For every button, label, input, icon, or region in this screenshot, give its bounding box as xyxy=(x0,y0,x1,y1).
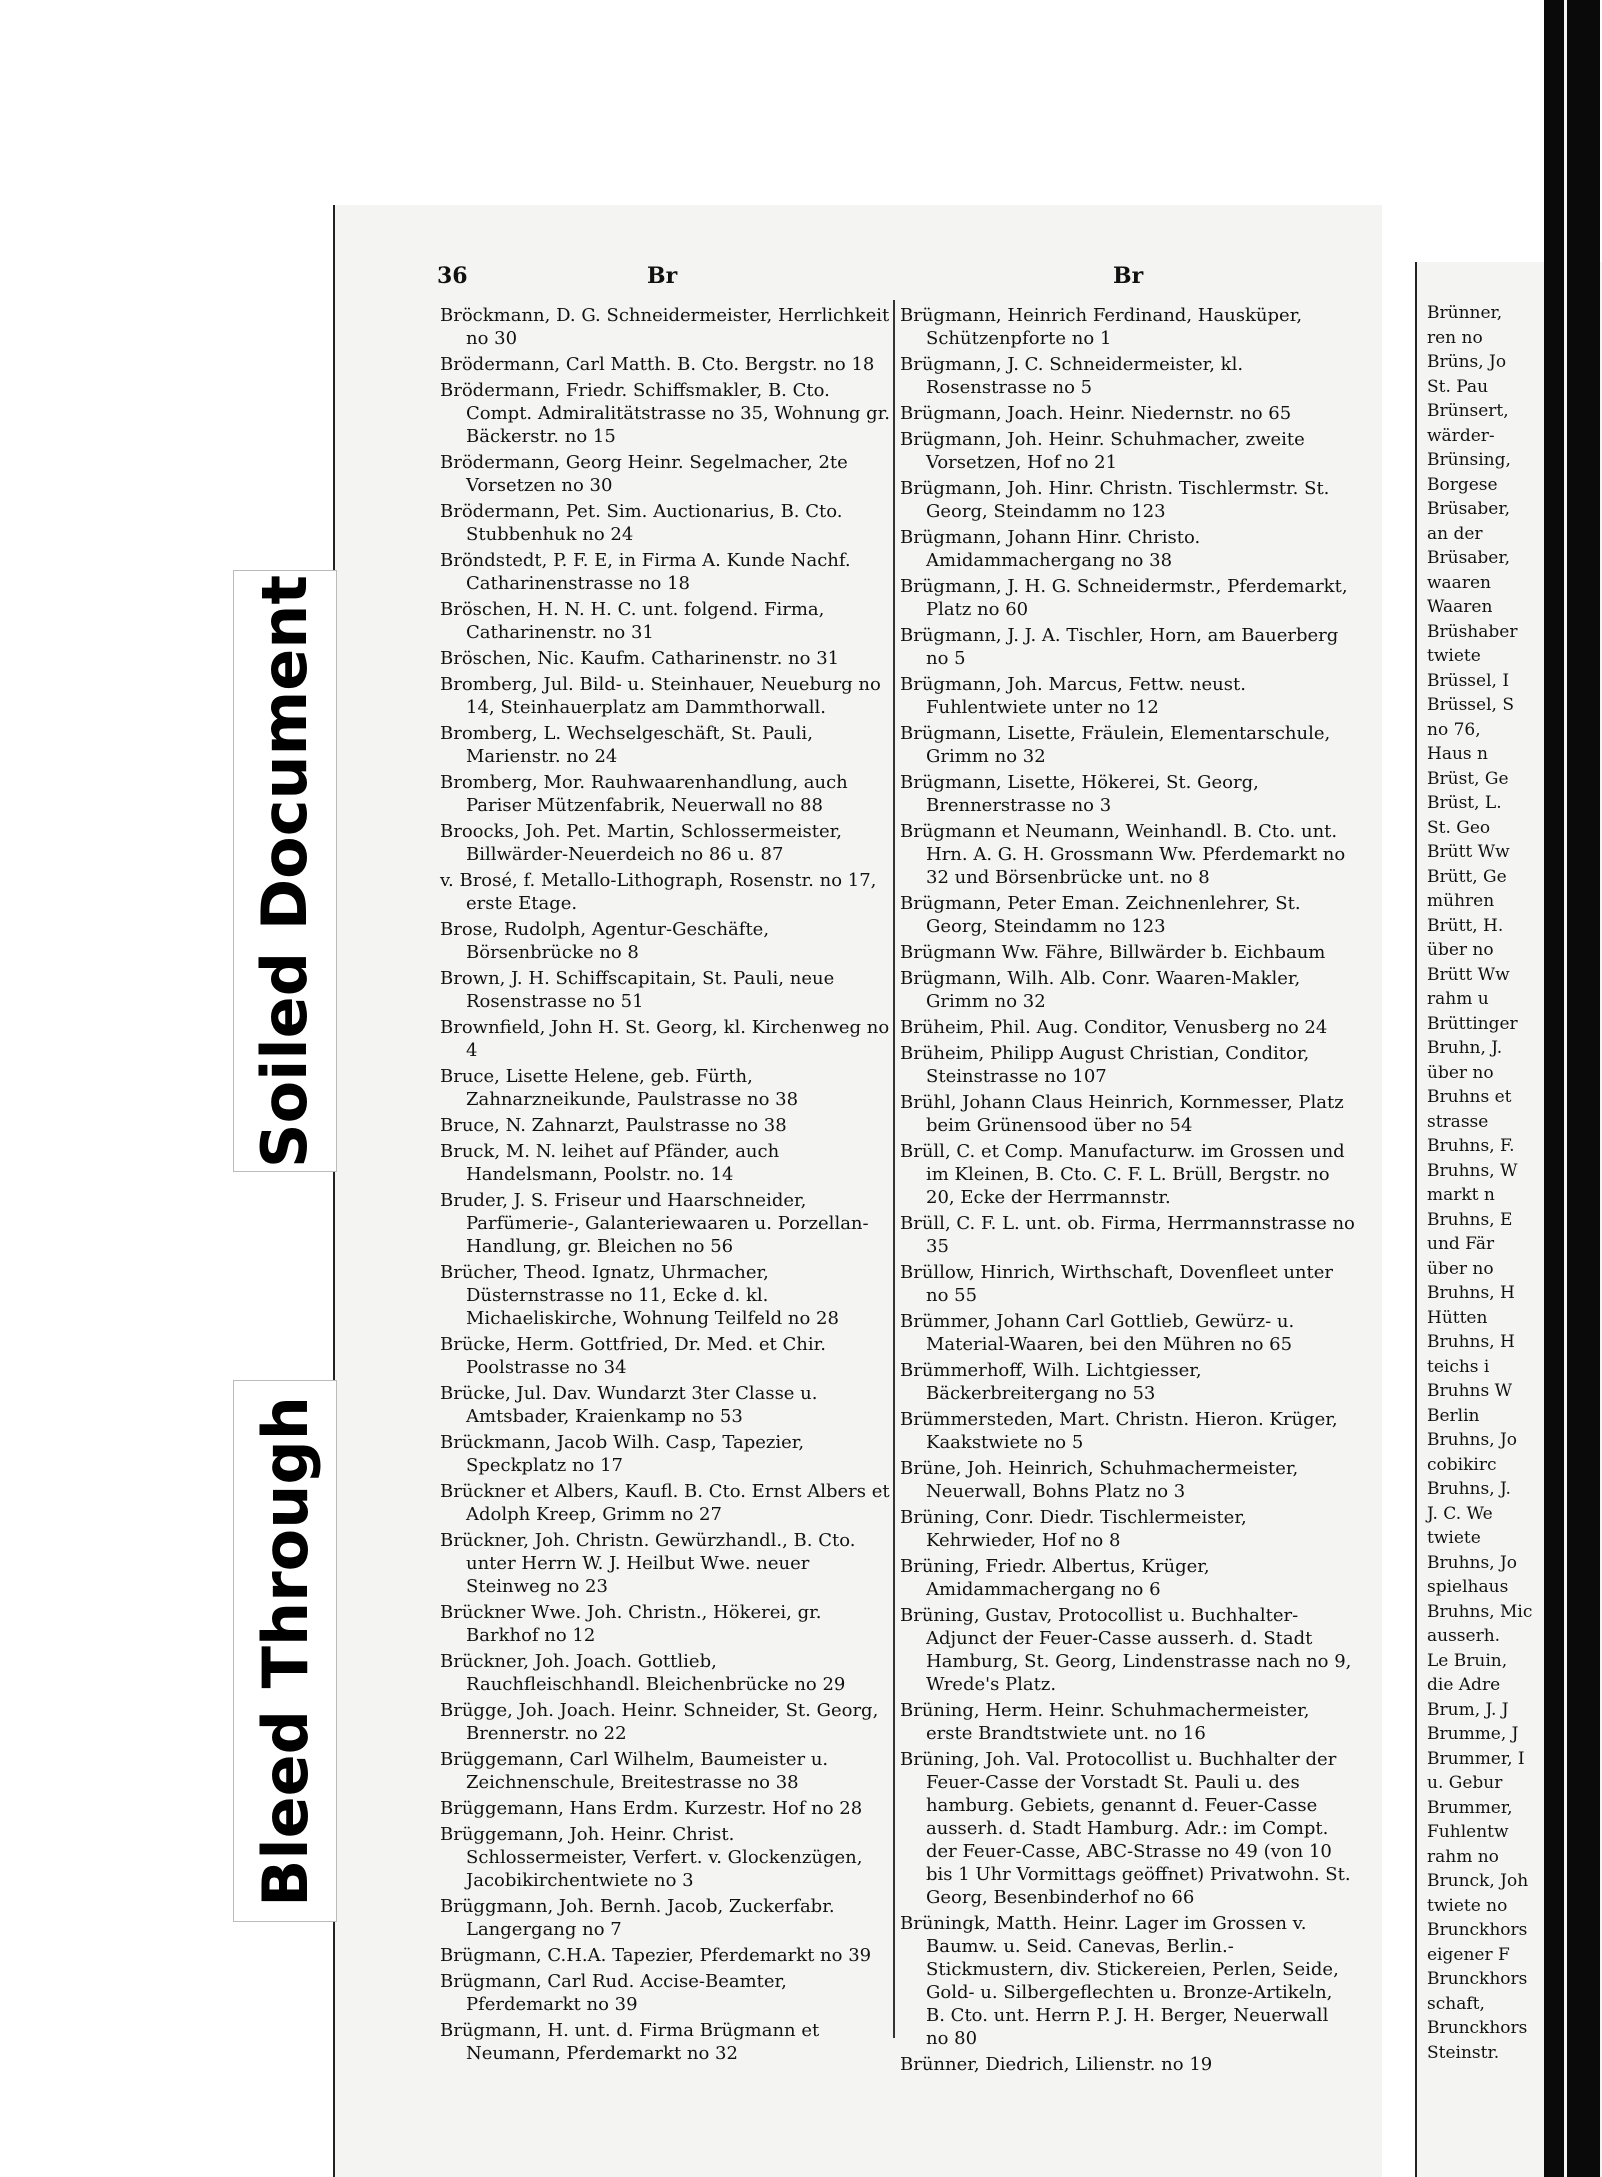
column-divider xyxy=(893,300,895,2038)
adjacent-page-fragment: Borgese xyxy=(1427,474,1498,495)
directory-entry: Brümmerhoff, Wilh. Lichtgiesser, Bäckerbreitergang no 53 xyxy=(900,1360,1202,1404)
directory-entry: Brödermann, Georg Heinr. Segelmacher, 2te Vorsetzen no 30 xyxy=(440,452,848,496)
directory-entry: Brügmann, C.H.A. Tapezier, Pferdemarkt no 39 xyxy=(440,1945,872,1966)
adjacent-page-fragment: twiete xyxy=(1427,646,1481,666)
directory-entry: Brüning, Friedr. Albertus, Krüger, Amidammachergang no 6 xyxy=(900,1556,1210,1600)
adjacent-page-fragment: Brüsaber, xyxy=(1427,548,1511,568)
adjacent-page-fragment: Bruhns, F. xyxy=(1427,1136,1515,1156)
directory-entry: Brückmann, Jacob Wilh. Casp, Tapezier, Speckplatz no 17 xyxy=(440,1432,805,1476)
adjacent-page-fragment: Hütten xyxy=(1427,1307,1488,1328)
directory-entry: Brügmann, Joach. Heinr. Niedernstr. no 65 xyxy=(900,403,1292,424)
adjacent-page-fragment: Fuhlentw xyxy=(1427,1822,1509,1842)
adjacent-page-fragment: Le Bruin, xyxy=(1427,1650,1508,1671)
adjacent-page-fragment: über no xyxy=(1427,940,1494,960)
soiled-document-text: Soiled Document xyxy=(248,574,322,1168)
adjacent-page-fragment: über no xyxy=(1427,1062,1494,1083)
adjacent-page-fragment: Brunckhors xyxy=(1427,1969,1528,1989)
adjacent-page-fragment: Bruhns, H xyxy=(1427,1332,1515,1352)
adjacent-page-fragment: St. Pau xyxy=(1427,376,1489,397)
adjacent-page-fragment: wärder- xyxy=(1427,425,1495,446)
directory-entry: Brüll, C. et Comp. Manufacturw. im Grossen und im Kleinen, B. Cto. C. F. L. Brüll, Bergstr. no 20, Ecke der Herrmannstr. xyxy=(900,1141,1345,1208)
directory-entry: Broocks, Joh. Pet. Martin, Schlossermeister, Billwärder-Neuerdeich no 86 u. 87 xyxy=(440,821,842,865)
running-head-left: Br xyxy=(647,263,678,289)
left-column xyxy=(440,304,895,2064)
directory-entry: Brückner Wwe. Joh. Christn., Hökerei, gr. Barkhof no 12 xyxy=(440,1602,822,1646)
directory-entry: Brügmann, J. H. G. Schneidermstr., Pferdemarkt, Platz no 60 xyxy=(900,576,1348,620)
adjacent-page-fragment: Waaren xyxy=(1427,597,1493,617)
directory-entry: Bromberg, L. Wechselgeschäft, St. Pauli, Marienstr. no 24 xyxy=(440,723,813,767)
directory-entry: Brüheim, Phil. Aug. Conditor, Venusberg no 24 xyxy=(900,1017,1328,1038)
adjacent-page-fragment: St. Geo xyxy=(1427,817,1491,838)
directory-entry: Brüning, Joh. Val. Protocollist u. Buchhalter der Feuer-Casse der Vorstadt St. Pauli u. des hamburg. Gebiets, genannt d. Feuer-Casse ausserh. d. Stadt Hamburg. Adr.: im Compt. der Feuer-Casse, ABC-Strasse no 49 (von 10 bis 1 Uhr Vormittags geöffnet) Privatwohn. St. Georg, Besenbinderhof no 66 xyxy=(900,1749,1351,1908)
adjacent-page-fragment: Brütt, Ge xyxy=(1427,866,1507,887)
directory-entry: Brüheim, Philipp August Christian, Conditor, Steinstrasse no 107 xyxy=(900,1043,1310,1087)
directory-entry: Brüning, Conr. Diedr. Tischlermeister, Kehrwieder, Hof no 8 xyxy=(900,1507,1247,1551)
adjacent-page-fragment: Bruhns, E xyxy=(1427,1209,1513,1230)
adjacent-page-fragment: Brüns, Jo xyxy=(1427,352,1507,372)
bleed-through-text: Bleed Through xyxy=(248,1395,322,1907)
adjacent-page-fragment: Brünner, xyxy=(1427,303,1503,323)
directory-entry: Brügmann, Heinrich Ferdinand, Hausküper, Schützenpforte no 1 xyxy=(900,305,1303,349)
directory-entry: Brüggemann, Carl Wilhelm, Baumeister u. Zeichnenschule, Breitestrasse no 38 xyxy=(440,1749,829,1793)
directory-entry: Brügmann Ww. Fähre, Billwärder b. Eichbaum xyxy=(900,942,1326,963)
scan-edge-border xyxy=(1544,0,1600,2177)
adjacent-page-fragment: teichs i xyxy=(1427,1356,1490,1377)
directory-entry: Brücher, Theod. Ignatz, Uhrmacher, Düsternstrasse no 11, Ecke d. kl. Michaeliskirche, Wohnung Teilfeld no 28 xyxy=(440,1262,839,1329)
directory-entry: Brügmann, Johann Hinr. Christo. Amidammachergang no 38 xyxy=(900,527,1201,571)
adjacent-page-fragment: Brummer, I xyxy=(1427,1748,1525,1769)
right-column xyxy=(900,304,1355,2075)
directory-entry: Brümmersteden, Mart. Christn. Hieron. Krüger, Kaakstwiete no 5 xyxy=(900,1409,1338,1453)
adjacent-page-fragment: ren no xyxy=(1427,327,1483,348)
adjacent-page-fragment: ausserh. xyxy=(1427,1626,1501,1646)
adjacent-page-fragment: cobikirc xyxy=(1427,1454,1497,1475)
adjacent-page-fragment: Brüst, Ge xyxy=(1427,768,1509,789)
adjacent-page-fragment: spielhaus xyxy=(1427,1577,1509,1597)
directory-entry: Brügmann, Joh. Marcus, Fettw. neust. Fuhlentwiete unter no 12 xyxy=(900,674,1246,718)
directory-entry: Brücke, Herm. Gottfried, Dr. Med. et Chir. Poolstrasse no 34 xyxy=(440,1334,826,1378)
directory-entry: Bromberg, Jul. Bild- u. Steinhauer, Neueburg no 14, Steinhauerplatz am Dammthorwall. xyxy=(440,674,881,718)
directory-entry: Brückner et Albers, Kaufl. B. Cto. Ernst Albers et Adolph Kreep, Grimm no 27 xyxy=(440,1481,890,1525)
directory-entry: Brümmer, Johann Carl Gottlieb, Gewürz- u. Material-Waaren, bei den Mühren no 65 xyxy=(900,1311,1295,1355)
adjacent-page-fragment: Bruhns, W xyxy=(1427,1160,1518,1181)
adjacent-page-fragment: Brumme, J xyxy=(1427,1724,1519,1744)
adjacent-page-fragment: Brüshaber xyxy=(1427,621,1518,642)
adjacent-page-fragment: an der xyxy=(1427,523,1483,544)
directory-entry: Bruder, J. S. Friseur und Haarschneider, Parfümerie-, Galanteriewaaren u. Porzellan-Handlung, gr. Bleichen no 56 xyxy=(440,1190,869,1257)
directory-entry: Brügmann, Joh. Hinr. Christn. Tischlermstr. St. Georg, Steindamm no 123 xyxy=(900,478,1330,522)
adjacent-page-fragment: Brunckhors xyxy=(1427,1920,1528,1940)
directory-entry: Brownfield, John H. St. Georg, kl. Kirchenweg no 4 xyxy=(440,1017,890,1061)
directory-entry: Brödermann, Friedr. Schiffsmakler, B. Cto. Compt. Admiralitätstrasse no 35, Wohnung gr. Bäckerstr. no 15 xyxy=(440,380,891,447)
adjacent-page-fragment: Bruhns W xyxy=(1427,1381,1513,1401)
directory-entry: Brödermann, Carl Matth. B. Cto. Bergstr. no 18 xyxy=(440,354,875,375)
adjacent-page-fragment: Berlin xyxy=(1427,1405,1480,1426)
adjacent-page-fragment: Brütt, H. xyxy=(1427,915,1504,936)
adjacent-page-fragment: strasse xyxy=(1427,1111,1489,1132)
adjacent-page-fragment: Brunckhors xyxy=(1427,2018,1528,2038)
adjacent-page-fragment: Brüssel, S xyxy=(1427,695,1514,715)
directory-entry: Brügmann, Wilh. Alb. Conr. Waaren-Makler, Grimm no 32 xyxy=(900,968,1301,1012)
directory-entry: Brünner, Diedrich, Lilienstr. no 19 xyxy=(900,2054,1213,2075)
directory-entry: Bröschen, H. N. H. C. unt. folgend. Firma, Catharinenstr. no 31 xyxy=(440,599,825,643)
directory-entry: Brügmann, J. J. A. Tischler, Horn, am Bauerberg no 5 xyxy=(900,625,1339,669)
directory-entry: Brühl, Johann Claus Heinrich, Kornmesser, Platz beim Grünensood über no 54 xyxy=(900,1092,1344,1136)
directory-entry: Bruck, M. N. leihet auf Pfänder, auch Handelsmann, Poolstr. no. 14 xyxy=(440,1141,780,1185)
adjacent-page-fragment: Bruhn, J. xyxy=(1427,1038,1503,1058)
directory-entry: Brückner, Joh. Joach. Gottlieb, Rauchfleischhandl. Bleichenbrücke no 29 xyxy=(440,1651,846,1695)
directory-entry: Brüning, Gustav, Protocollist u. Buchhalter-Adjunct der Feuer-Casse ausserh. d. Stadt Hamburg, St. Georg, Lindenstrasse nach no 9, Wrede's Platz. xyxy=(900,1605,1352,1695)
adjacent-page-fragment: Brünsert, xyxy=(1427,401,1509,421)
adjacent-page-fragment: no 76, xyxy=(1427,719,1481,740)
directory-entry: Bröschen, Nic. Kaufm. Catharinenstr. no 31 xyxy=(440,648,840,669)
bleed-through-label xyxy=(233,1380,337,1922)
adjacent-page-fragment: rahm u xyxy=(1427,989,1489,1009)
adjacent-page-fragment: schaft, xyxy=(1427,1993,1485,2014)
directory-entry: Brüningk, Matth. Heinr. Lager im Grossen v. Baumw. u. Seid. Canevas, Berlin.-Stickmustern, div. Stickereien, Perlen, Seide, Gold- u. Silbergeflechten u. Bronze-Artikeln, B. Cto. unt. Herrn P. J. H. Berger, Neuerwall no 80 xyxy=(900,1913,1339,2049)
scan-edge-line xyxy=(1564,0,1567,2177)
adjacent-page-fragment: Brüsaber, xyxy=(1427,499,1511,519)
adjacent-page-fragment: über no xyxy=(1427,1258,1494,1279)
adjacent-page-fragment: Brum, J. J xyxy=(1427,1699,1509,1720)
directory-entry: Brödermann, Pet. Sim. Auctionarius, B. Cto. Stubbenhuk no 24 xyxy=(440,501,843,545)
adjacent-page-fragment: twiete no xyxy=(1427,1895,1508,1916)
directory-entry: Brüning, Herm. Heinr. Schuhmachermeister, erste Brandtstwiete unt. no 16 xyxy=(900,1700,1310,1744)
adjacent-page-fragment: markt n xyxy=(1427,1185,1495,1205)
adjacent-page-fragment: waaren xyxy=(1427,572,1491,593)
adjacent-page-fragment: die Adre xyxy=(1427,1675,1501,1695)
directory-entry: v. Brosé, f. Metallo-Lithograph, Rosenstr. no 17, erste Etage. xyxy=(440,870,877,914)
adjacent-page-fragment: Bruhns, Jo xyxy=(1427,1430,1518,1450)
directory-entry: Brüggemann, Hans Erdm. Kurzestr. Hof no 28 xyxy=(440,1798,863,1819)
adjacent-page-fragment: Brummer, xyxy=(1427,1797,1513,1818)
directory-entry: Brüne, Joh. Heinrich, Schuhmachermeister, Neuerwall, Bohns Platz no 3 xyxy=(900,1458,1299,1502)
directory-entry: Brügmann, Carl Rud. Accise-Beamter, Pferdemarkt no 39 xyxy=(440,1971,787,2015)
adjacent-page-fragment: Brütt Ww xyxy=(1427,842,1510,862)
adjacent-page-fragment: eigener F xyxy=(1427,1944,1510,1965)
adjacent-page-fragment: Brünsing, xyxy=(1427,450,1511,470)
running-head-right: Br xyxy=(1113,263,1144,289)
directory-entry: Brüllow, Hinrich, Wirthschaft, Dovenfleet unter no 55 xyxy=(900,1262,1333,1306)
directory-entry: Brown, J. H. Schiffscapitain, St. Pauli, neue Rosenstrasse no 51 xyxy=(440,968,835,1012)
directory-entry: Brüggemann, Joh. Heinr. Christ. Schlossermeister, Verfert. v. Glockenzügen, Jacobikirchentwiete no 3 xyxy=(440,1824,863,1891)
directory-entry: Bröndstedt, P. F. E, in Firma A. Kunde Nachf. Catharinenstrasse no 18 xyxy=(440,550,851,594)
directory-entry: Brügmann, J. C. Schneidermeister, kl. Rosenstrasse no 5 xyxy=(900,354,1244,398)
directory-entry: Brügmann, Lisette, Fräulein, Elementarschule, Grimm no 32 xyxy=(900,723,1331,767)
adjacent-page-fragment: Brüssel, I xyxy=(1427,670,1510,691)
directory-entry: Bröckmann, D. G. Schneidermeister, Herrlichkeit no 30 xyxy=(440,305,890,349)
directory-entry: Brose, Rudolph, Agentur-Geschäfte, Börsenbrücke no 8 xyxy=(440,919,770,963)
adjacent-page-fragment: Bruhns, Mic xyxy=(1427,1601,1533,1622)
adjacent-page-fragment: u. Gebur xyxy=(1427,1773,1503,1793)
directory-entry: Bruce, N. Zahnarzt, Paulstrasse no 38 xyxy=(440,1115,787,1136)
directory-entry: Brügmann et Neumann, Weinhandl. B. Cto. unt. Hrn. A. G. H. Grossmann Ww. Pferdemarkt no 32 und Börsenbrücke unt. no 8 xyxy=(900,821,1346,888)
directory-entry: Brückner, Joh. Christn. Gewürzhandl., B. Cto. unter Herrn W. J. Heilbut Wwe. neuer Steinweg no 23 xyxy=(440,1530,856,1597)
adjacent-page-fragment: Bruhns, J. xyxy=(1427,1479,1511,1499)
adjacent-page-fragment: Bruhns, H xyxy=(1427,1283,1515,1303)
page-number: 36 xyxy=(437,263,468,289)
directory-entry: Brücke, Jul. Dav. Wundarzt 3ter Classe u. Amtsbader, Kraienkamp no 53 xyxy=(440,1383,818,1427)
adjacent-page-fragment: Brütt Ww xyxy=(1427,964,1510,985)
directory-entry: Bruce, Lisette Helene, geb. Fürth, Zahnarzneikunde, Paulstrasse no 38 xyxy=(440,1066,799,1110)
adjacent-page-fragment: J. C. We xyxy=(1427,1503,1493,1524)
adjacent-page-fragment: Haus n xyxy=(1427,744,1488,764)
directory-entry: Brüll, C. F. L. unt. ob. Firma, Herrmannstrasse no 35 xyxy=(900,1213,1355,1257)
adjacent-page-fragment: Bruhns et xyxy=(1427,1087,1512,1107)
directory-entry: Brügmann, Lisette, Hökerei, St. Georg, Brennerstrasse no 3 xyxy=(900,772,1259,816)
directory-entry: Brügmann, Joh. Heinr. Schuhmacher, zweite Vorsetzen, Hof no 21 xyxy=(900,429,1305,473)
adjacent-page-fragment: Brunck, Joh xyxy=(1427,1871,1529,1891)
adjacent-page-fragment: mühren xyxy=(1427,891,1495,911)
directory-entry: Bromberg, Mor. Rauhwaarenhandlung, auch Pariser Mützenfabrik, Neuerwall no 88 xyxy=(440,772,848,816)
adjacent-page-fragment: Brüttinger xyxy=(1427,1013,1518,1034)
adjacent-page-fragment: und Fär xyxy=(1427,1234,1495,1254)
directory-entry: Brügge, Joh. Joach. Heinr. Schneider, St. Georg, Brennerstr. no 22 xyxy=(440,1700,879,1744)
adjacent-page-fragment: Bruhns, Jo xyxy=(1427,1552,1518,1573)
directory-entry: Brügmann, Peter Eman. Zeichnenlehrer, St. Georg, Steindamm no 123 xyxy=(900,893,1301,937)
directory-entry: Brügmann, H. unt. d. Firma Brügmann et Neumann, Pferdemarkt no 32 xyxy=(440,2020,820,2064)
adjacent-page-fragment: twiete xyxy=(1427,1528,1481,1548)
directory-entry: Brüggmann, Joh. Bernh. Jacob, Zuckerfabr. Langergang no 7 xyxy=(440,1896,835,1940)
adjacent-page-fragment: Brüst, L. xyxy=(1427,793,1502,813)
soiled-document-label xyxy=(233,570,337,1172)
adjacent-page-fragment: Steinstr. xyxy=(1427,2042,1500,2063)
adjacent-page-fragment: rahm no xyxy=(1427,1846,1499,1867)
